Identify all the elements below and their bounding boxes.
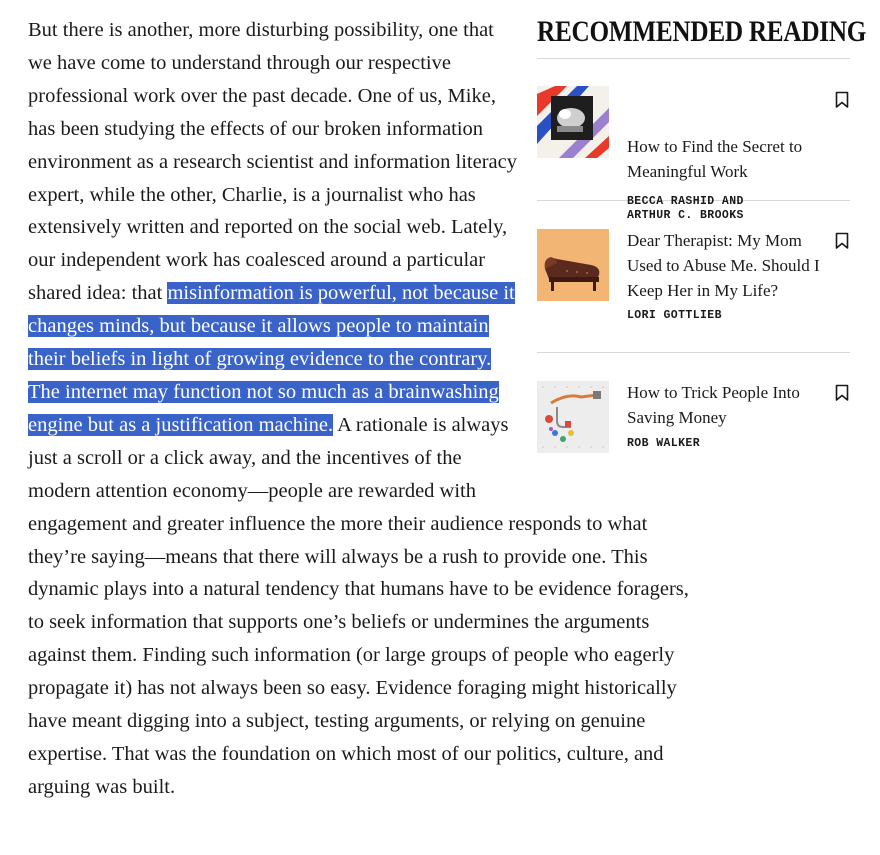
recommended-author bbox=[627, 309, 827, 323]
bookmark-icon[interactable] bbox=[835, 91, 849, 109]
recommended-card[interactable] bbox=[537, 201, 850, 352]
author-line: BECCA RASHID AND bbox=[627, 195, 744, 208]
paragraph-text-before: But there is another, more disturbing possibility, one that we have come to understand through our respective professional work over the past decade. One of us, Mike, has been studying the effects of our broken information environment as a research scientist and information literacy expert, while the other, Charlie, is a journalist who has extensively written and reported on the social web. Lately, our independent work has coalesced around a particular shared idea: that bbox=[28, 19, 517, 305]
recommended-reading-heading: RECOMMENDED READING bbox=[537, 15, 867, 48]
recommended-card[interactable] bbox=[537, 353, 850, 463]
recommended-title[interactable]: How to Find the Secret to Meaningful Work bbox=[627, 137, 803, 181]
recommended-reading bbox=[537, 10, 867, 463]
thumbnail-image bbox=[537, 229, 609, 301]
author-line: ARTHUR C. BROOKS bbox=[627, 209, 744, 222]
bookmark-icon[interactable] bbox=[835, 232, 849, 250]
recommended-author bbox=[627, 437, 827, 451]
author-line: LORI GOTTLIEB bbox=[627, 309, 722, 322]
bookmark-icon[interactable] bbox=[835, 384, 849, 402]
recommended-card[interactable] bbox=[537, 59, 850, 222]
thumbnail-image bbox=[537, 381, 609, 453]
author-line: ROB WALKER bbox=[627, 437, 701, 450]
article-thumbnail[interactable] bbox=[537, 86, 609, 158]
paragraph-text-after: A rationale is always just a scroll or a click away, and the incentives of the modern attention economy—people are rewarded with engagement and greater influence the more their audience responds to what they’re saying—means that there will always be a rush to provide one. This dynamic plays into a natural tendency that humans have to be evidence foragers, to seek information that supports one’s beliefs or undermines the arguments against them. Finding such information (or large groups of people who eagerly propagate it) has not always been so easy. Evidence foraging might historically have meant digging into a subject, testing arguments, or relying on genuine expertise. That was the foundation on which most of our politics, culture, and arguing was built. bbox=[28, 413, 689, 798]
recommended-title[interactable]: How to Trick People Into Saving Money bbox=[627, 383, 800, 427]
recommended-title[interactable]: Dear Therapist: My Mom Used to Abuse Me. Should I Keep Her in My Life? bbox=[627, 231, 820, 300]
article-thumbnail[interactable] bbox=[537, 229, 609, 301]
article-thumbnail[interactable] bbox=[537, 381, 609, 453]
selected-text[interactable]: misinformation is powerful, not because it changes minds, but because it allows people to maintain their beliefs in light of growing evidence to the contrary. The internet may function not so much as a brainwashing engine but as a justification machine. bbox=[28, 282, 515, 436]
thumbnail-image bbox=[537, 86, 609, 158]
